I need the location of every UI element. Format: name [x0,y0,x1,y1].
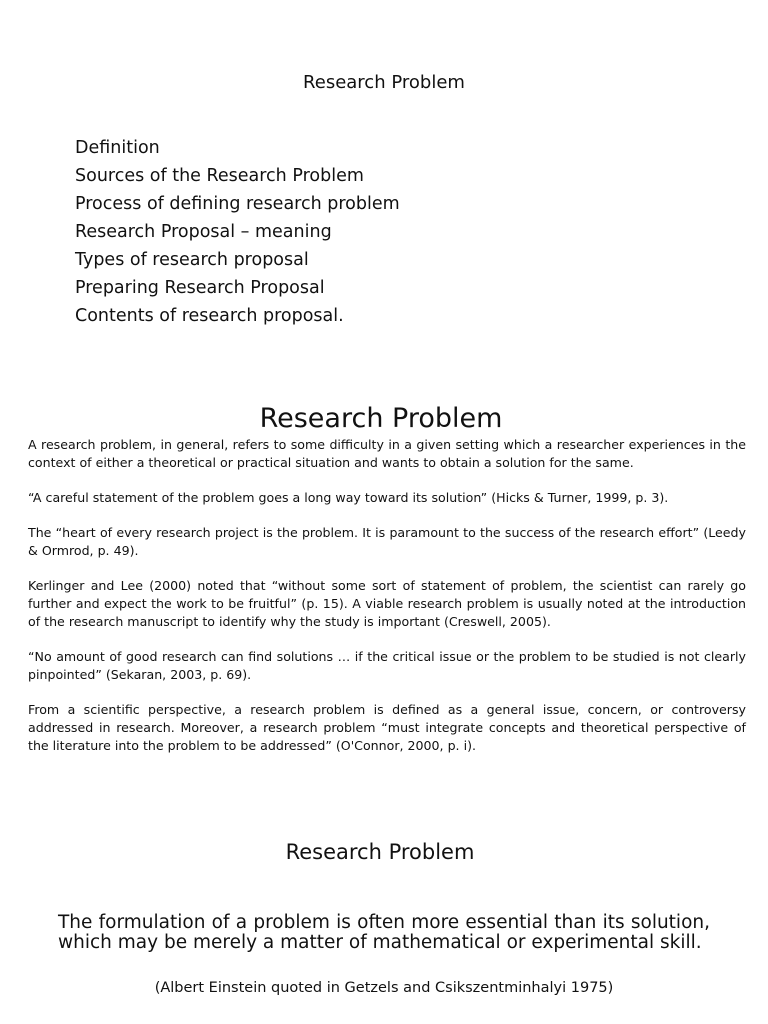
quote-source: (Albert Einstein quoted in Getzels and Csikszentminhalyi 1975) [154,980,614,996]
topic-item: Process of defining research problem [75,194,400,214]
topic-item: Definition [75,138,160,158]
slide-title: Research Problem [285,840,475,864]
paragraph: From a scientific perspective, a research problem is defined as a general issue, concern, or controversy addressed in research. Moreover, a research problem “must integrate concepts and theoretical perspective of the literature into the problem to be addressed” (O'Connor, 2000, p. i). [28,702,746,753]
topic-item: Contents of research proposal. [75,306,344,326]
slide-title: Research Problem [303,72,465,93]
slide-quote [0,770,768,1024]
slide-overview [0,0,768,370]
paragraph: The “heart of every research project is the problem. It is paramount to the success of the research effort” (Leedy & Ormrod, p. 49). [28,525,746,558]
paragraph: Kerlinger and Lee (2000) noted that “without some sort of statement of problem, the scientist can rarely go further and expect the work to be fruitful” (p. 15). A viable research problem is usually noted at the introduction of the research manuscript to identify why the study is important (Creswell, 2005). [28,578,746,629]
topic-item: Research Proposal – meaning [75,222,332,242]
definition-paragraphs [28,436,746,772]
paragraph: “No amount of good research can find solutions … if the critical issue or the problem to be studied is not clearly pinpointed” (Sekaran, 2003, p. 69). [28,649,746,682]
topic-item: Preparing Research Proposal [75,278,325,298]
topic-list [75,134,400,330]
topic-item: Sources of the Research Problem [75,166,364,186]
paragraph: A research problem, in general, refers to some difficulty in a given setting which a researcher experiences in the context of either a theoretical or practical situation and wants to obtain a solution for the same. [28,437,746,470]
topic-item: Types of research proposal [75,250,309,270]
einstein-quote: The formulation of a problem is often more essential than its solution, which may be merely a matter of mathematical or experimental skill. [58,912,710,953]
paragraph: “A careful statement of the problem goes a long way toward its solution” (Hicks & Turner, 1999, p. 3). [28,490,669,505]
slide-definitions [0,370,768,770]
slide-title: Research Problem [259,403,503,434]
